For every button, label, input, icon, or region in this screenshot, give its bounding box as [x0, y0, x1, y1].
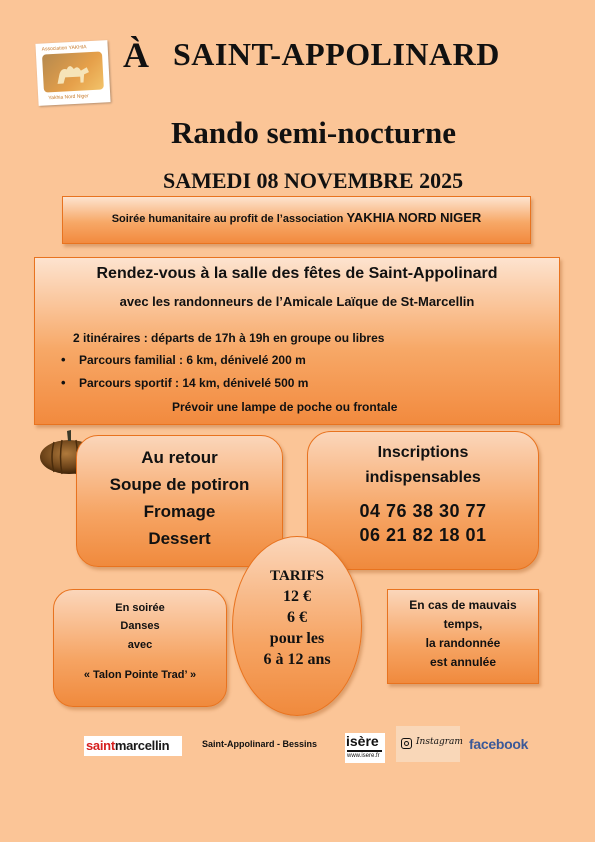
banner-prefix: Soirée humanitaire au profit de l’association [111, 213, 347, 225]
banner-association: YAKHIA NORD NIGER [346, 210, 482, 225]
weather-line4: est annulée [429, 655, 497, 669]
return-box [76, 435, 283, 567]
header-town: SAINT-APPOLINARD [173, 36, 500, 72]
inscriptions-line1: Inscriptions [377, 444, 469, 461]
tarifs-line3: pour les [269, 630, 325, 647]
humanitarian-banner [62, 196, 531, 244]
tarifs-line4: 6 à 12 ans [263, 651, 331, 668]
meeting-line1: Rendez-vous à la salle des fêtes de Saint-Appolinard [96, 265, 498, 282]
tarifs-title: TARIFS [270, 568, 324, 584]
page-title: Rando semi-nocturne [171, 115, 457, 150]
return-line4: Dessert [148, 529, 211, 548]
soiree-line2: Danses [120, 620, 160, 632]
sport-bullet: • [61, 375, 66, 390]
isere-text: isère [346, 733, 379, 749]
meeting-family: Parcours familial : 6 km, dénivelé 200 m [79, 353, 306, 367]
tarifs-price1: 12 € [283, 588, 311, 605]
inscriptions-line2: indispensables [365, 469, 481, 486]
phone-number-1[interactable]: 04 76 38 30 77 [359, 501, 487, 521]
tarifs-price2: 6 € [287, 609, 307, 626]
return-line3: Fromage [143, 502, 216, 521]
soiree-line1: En soirée [115, 602, 165, 614]
inscriptions-box [307, 431, 539, 570]
return-line2: Soupe de potiron [109, 475, 250, 494]
header-a-letter: À [123, 35, 149, 75]
instagram-text: Instagram [416, 737, 463, 747]
soiree-box [53, 589, 227, 707]
logo-top-text: Association YAKHIA [41, 44, 87, 53]
meeting-itineraries: 2 itinéraires : départs de 17h à 19h en groupe ou libres [73, 331, 385, 345]
weather-box [387, 589, 539, 684]
tarifs-oval [232, 536, 362, 716]
weather-line3: la randonnée [425, 636, 501, 650]
family-bullet: • [61, 352, 66, 367]
phone-number-2[interactable]: 06 21 82 18 01 [359, 525, 487, 545]
camel-icon [42, 51, 104, 92]
isere-underline [347, 750, 382, 752]
meeting-box [34, 257, 560, 425]
instagram-logo[interactable] [396, 726, 463, 762]
stm-marcellin: marcellin [114, 738, 170, 753]
weather-line1: En cas de mauvais [409, 598, 517, 612]
instagram-icon [401, 738, 412, 749]
isere-logo[interactable] [345, 733, 385, 763]
association-logo [35, 40, 110, 106]
return-line1: Au retour [141, 448, 218, 467]
event-date: SAMEDI 08 NOVEMBRE 2025 [163, 168, 464, 193]
facebook-logo[interactable]: facebook [469, 736, 529, 752]
meeting-lamp: Prévoir une lampe de poche ou frontale [172, 400, 398, 414]
soiree-line3: avec [127, 639, 153, 651]
isere-url: www.isere.fr [347, 753, 380, 759]
saint-marcellin-logo[interactable] [84, 736, 182, 756]
stm-saint: saint [86, 738, 115, 753]
meeting-line2: avec les randonneurs de l’Amicale Laïque de St-Marcellin [119, 294, 475, 309]
meeting-sport: Parcours sportif : 14 km, dénivelé 500 m [79, 376, 309, 390]
commune-label: Saint-Appolinard - Bessins [202, 739, 318, 749]
soiree-line4: « Talon Pointe Trad’ » [83, 669, 197, 681]
logo-bottom-text: Yakhia Nord Niger [48, 93, 89, 102]
weather-line2: temps, [443, 617, 483, 631]
logo-emblem [42, 51, 104, 92]
